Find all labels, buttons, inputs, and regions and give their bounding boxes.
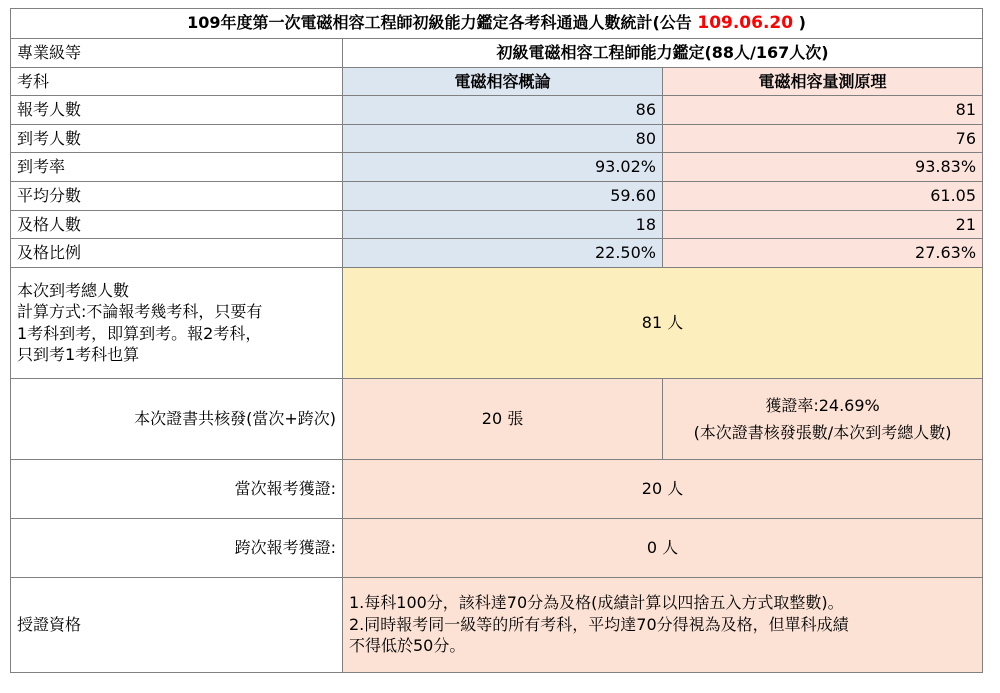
cert-rate-line-1: 獲證率:24.69% bbox=[765, 395, 880, 415]
qualification-line-1: 1.每科100分，該科達70分為及格(成績計算以四捨五入方式取整數)。 bbox=[349, 593, 844, 613]
table-row bbox=[11, 124, 983, 153]
subject-label: 考科 bbox=[11, 67, 343, 96]
page-title bbox=[11, 9, 983, 39]
cert-rate-line-2: (本次證書核發張數/本次到考總人數) bbox=[693, 422, 952, 442]
total-attend-label bbox=[11, 267, 343, 378]
level-value: 初級電磁相容工程師能力鑑定(88人/167人次) bbox=[343, 38, 983, 67]
table-row bbox=[11, 239, 983, 268]
cert-issued-value: 20 張 bbox=[343, 378, 663, 459]
row-label-attendees: 到考人數 bbox=[11, 124, 343, 153]
row-value-average-score-2: 61.05 bbox=[663, 181, 983, 210]
qualification-label: 授證資格 bbox=[11, 577, 343, 672]
title-paren: ) bbox=[798, 13, 806, 32]
total-attend-label-line-1: 本次到考總人數 bbox=[17, 280, 130, 300]
row-value-applicants-2: 81 bbox=[663, 96, 983, 125]
total-attend-label-line-4: 只到考1考科也算 bbox=[17, 345, 140, 365]
cross-session-row bbox=[11, 518, 983, 577]
qualification-row bbox=[11, 577, 983, 672]
qualification-line-3: 不得低於50分。 bbox=[349, 636, 466, 656]
qualification-line-2: 2.同時報考同一級等的所有考科，平均達70分得視為及格，但單科成績 bbox=[349, 614, 849, 634]
subject-row bbox=[11, 67, 983, 96]
row-value-average-score-1: 59.60 bbox=[343, 181, 663, 210]
row-value-pass-rate-2: 27.63% bbox=[663, 239, 983, 268]
cross-session-value: 0 人 bbox=[343, 518, 983, 577]
row-value-pass-rate-1: 22.50% bbox=[343, 239, 663, 268]
cert-issued-row bbox=[11, 378, 983, 459]
cross-session-label: 跨次報考獲證: bbox=[11, 518, 343, 577]
table-row bbox=[11, 153, 983, 182]
subject-header-2: 電磁相容量測原理 bbox=[663, 67, 983, 96]
title-row bbox=[11, 9, 983, 39]
total-attend-value: 81 人 bbox=[343, 267, 983, 378]
current-session-row bbox=[11, 459, 983, 518]
row-value-passed-count-2: 21 bbox=[663, 210, 983, 239]
row-label-applicants: 報考人數 bbox=[11, 96, 343, 125]
statistics-table bbox=[10, 8, 983, 673]
qualification-text bbox=[343, 577, 983, 672]
current-session-value: 20 人 bbox=[343, 459, 983, 518]
row-value-attendance-rate-1: 93.02% bbox=[343, 153, 663, 182]
row-label-attendance-rate: 到考率 bbox=[11, 153, 343, 182]
statistics-sheet bbox=[0, 8, 1000, 693]
row-value-passed-count-1: 18 bbox=[343, 210, 663, 239]
title-text: 109年度第一次電磁相容工程師初級能力鑑定各考科通過人數統計(公告 bbox=[187, 13, 692, 32]
subject-header-1: 電磁相容概論 bbox=[343, 67, 663, 96]
row-value-applicants-1: 86 bbox=[343, 96, 663, 125]
current-session-label: 當次報考獲證: bbox=[11, 459, 343, 518]
total-attend-row bbox=[11, 267, 983, 378]
row-label-pass-rate: 及格比例 bbox=[11, 239, 343, 268]
table-row bbox=[11, 210, 983, 239]
cert-issued-label: 本次證書共核發(當次+跨次) bbox=[11, 378, 343, 459]
cert-rate-block bbox=[663, 378, 983, 459]
row-label-average-score: 平均分數 bbox=[11, 181, 343, 210]
total-attend-label-line-3: 1考科到考，即算到考。報2考科， bbox=[17, 323, 262, 343]
level-label: 專業級等 bbox=[11, 38, 343, 67]
level-row bbox=[11, 38, 983, 67]
row-value-attendees-1: 80 bbox=[343, 124, 663, 153]
table-row bbox=[11, 181, 983, 210]
row-value-attendees-2: 76 bbox=[663, 124, 983, 153]
row-value-attendance-rate-2: 93.83% bbox=[663, 153, 983, 182]
table-row bbox=[11, 96, 983, 125]
total-attend-label-line-2: 計算方式:不論報考幾考科，只要有 bbox=[17, 302, 263, 322]
row-label-passed-count: 及格人數 bbox=[11, 210, 343, 239]
title-date: 109.06.20 bbox=[697, 13, 794, 33]
